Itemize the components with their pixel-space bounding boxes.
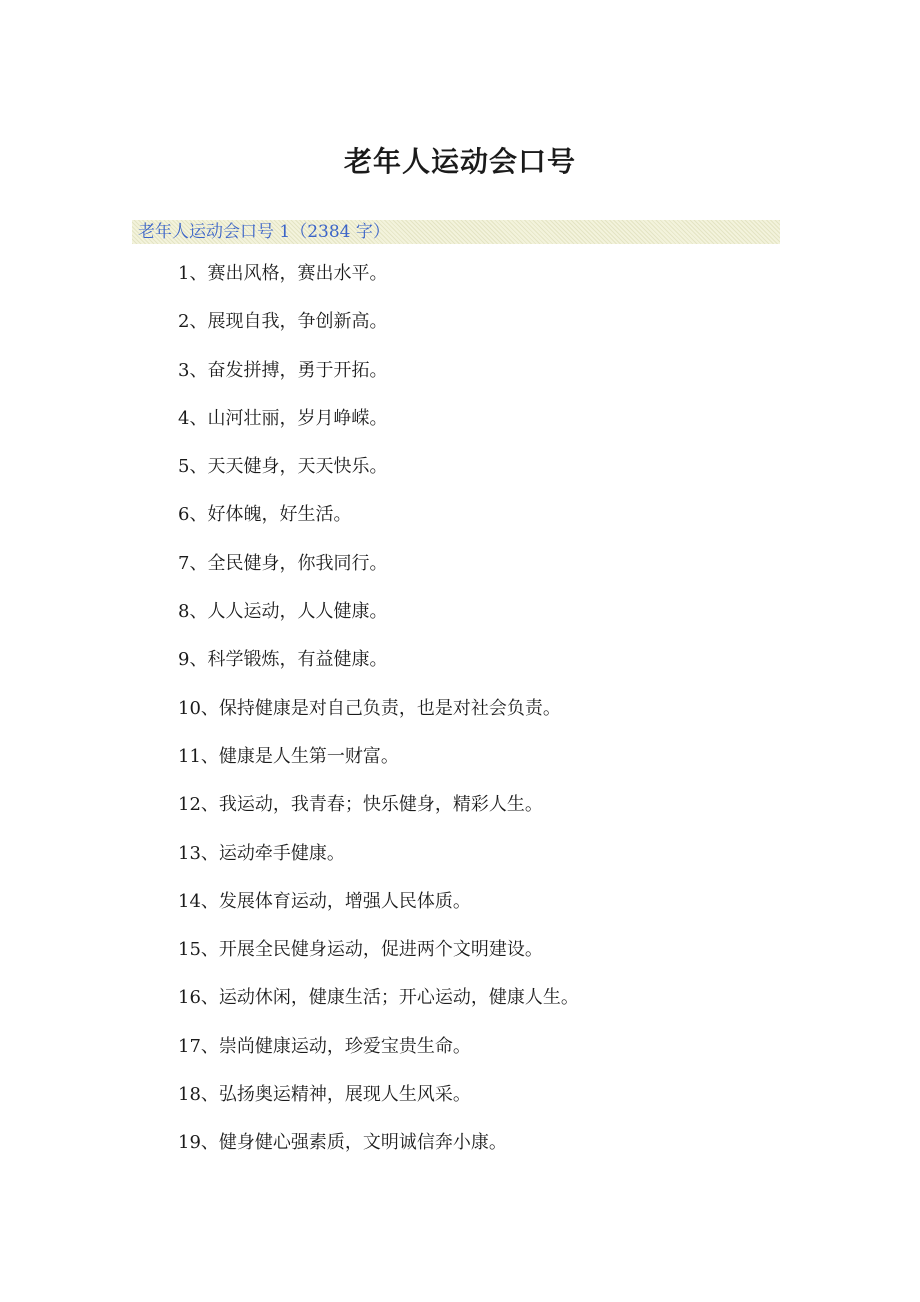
slogan-item: 3、奋发拼搏，勇于开拓。 (178, 359, 388, 381)
slogan-item: 19、健身健心强素质，文明诚信奔小康。 (178, 1132, 507, 1154)
slogan-item: 16、运动休闲，健康生活；开心运动，健康人生。 (178, 987, 579, 1009)
slogan-item: 7、全民健身，你我同行。 (178, 552, 388, 574)
slogan-item: 15、开展全民健身运动，促进两个文明建设。 (178, 939, 543, 961)
slogan-item: 18、弘扬奥运精神，展现人生风采。 (178, 1084, 471, 1106)
slogan-item: 6、好体魄，好生活。 (178, 504, 352, 526)
slogan-item: 9、科学锻炼，有益健康。 (178, 649, 388, 671)
slogan-item: 2、展现自我，争创新高。 (178, 311, 388, 333)
slogan-item: 4、山河壮丽，岁月峥嵘。 (178, 407, 388, 429)
slogan-item: 12、我运动，我青春；快乐健身，精彩人生。 (178, 794, 543, 816)
slogan-item: 1、赛出风格，赛出水平。 (178, 263, 388, 284)
slogan-list (178, 258, 579, 1176)
slogan-item: 5、天天健身，天天快乐。 (178, 456, 388, 478)
document-title: 老年人运动会口号 (343, 145, 576, 178)
slogan-item: 17、崇尚健康运动，珍爱宝贵生命。 (178, 1035, 471, 1057)
slogan-item: 13、运动牵手健康。 (178, 842, 345, 864)
slogan-item: 11、健康是人生第一财富。 (178, 745, 399, 767)
slogan-item: 10、保持健康是对自己负责，也是对社会负责。 (178, 697, 561, 719)
slogan-item: 8、人人运动，人人健康。 (178, 601, 388, 623)
section-heading[interactable]: 老年人运动会口号 1（2384 字） (132, 220, 780, 244)
slogan-item: 14、发展体育运动，增强人民体质。 (178, 890, 471, 912)
